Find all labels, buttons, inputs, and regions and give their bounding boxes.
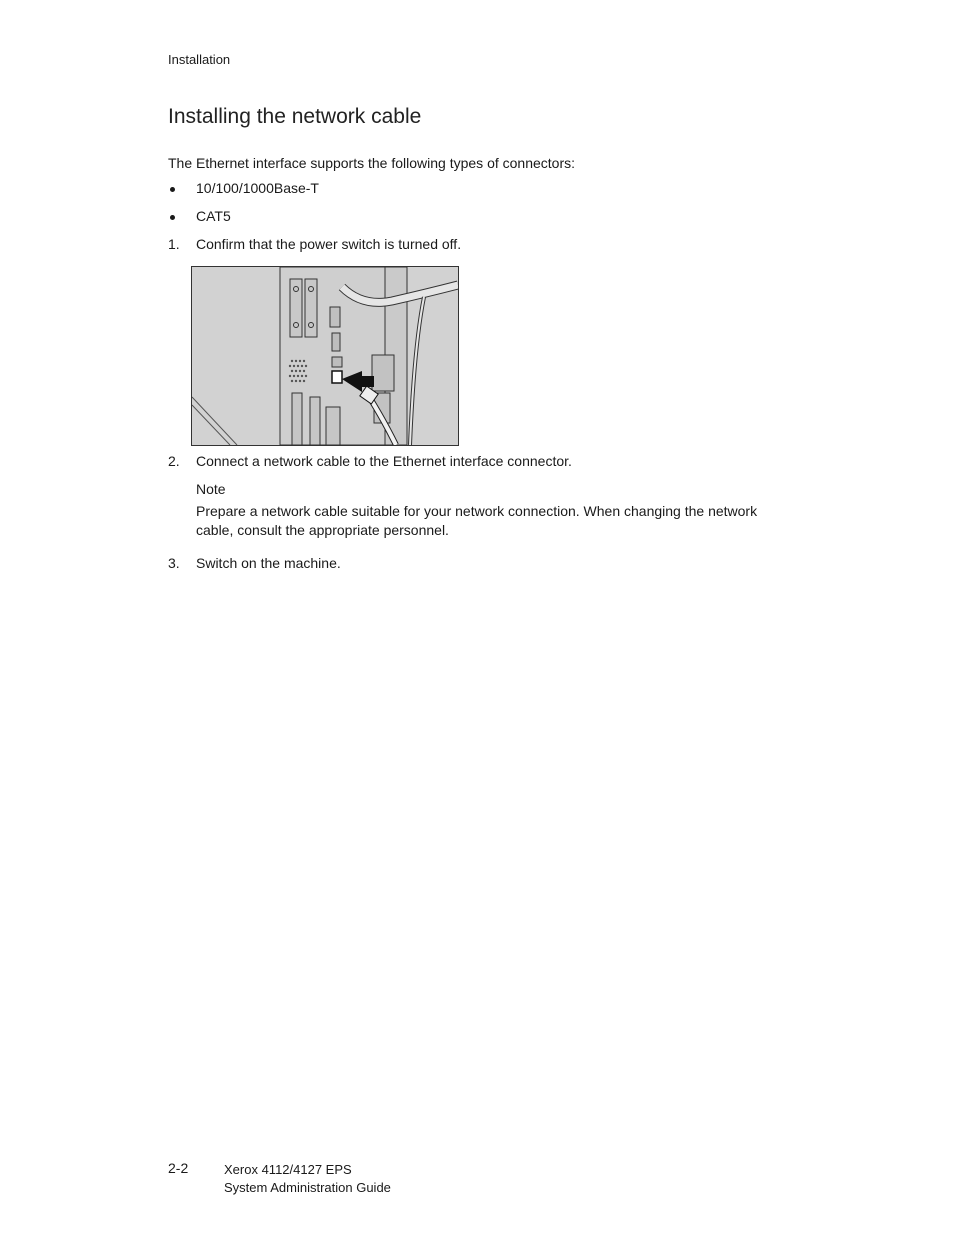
footer-guide-name: System Administration Guide [224,1180,391,1195]
rear-panel-drawing [192,267,458,445]
running-header: Installation [168,52,231,67]
step-number: 2. [168,453,180,469]
bullet-icon [170,215,175,220]
note-label: Note [196,481,226,497]
footer-product-info [224,1161,391,1197]
note-text: Prepare a network cable suitable for your network connection. When changing the network cable, consult the appropriate personnel. [196,503,758,538]
step-number: 1. [168,236,180,252]
bullet-icon [170,187,175,192]
connector-type: CAT5 [196,208,231,224]
intro-paragraph: The Ethernet interface supports the following types of connectors: [168,155,576,171]
illustration-rear-panel [191,266,459,446]
footer-page-number: 2-2 [168,1160,189,1176]
step-number: 3. [168,555,180,571]
connector-type: 10/100/1000Base-T [196,180,319,196]
step-text: Confirm that the power switch is turned off. [196,236,462,252]
footer-product-name: Xerox 4112/4127 EPS [224,1162,352,1177]
step-text: Connect a network cable to the Ethernet interface connector. [196,453,572,469]
step-text: Switch on the machine. [196,555,341,571]
section-title: Installing the network cable [168,105,422,128]
